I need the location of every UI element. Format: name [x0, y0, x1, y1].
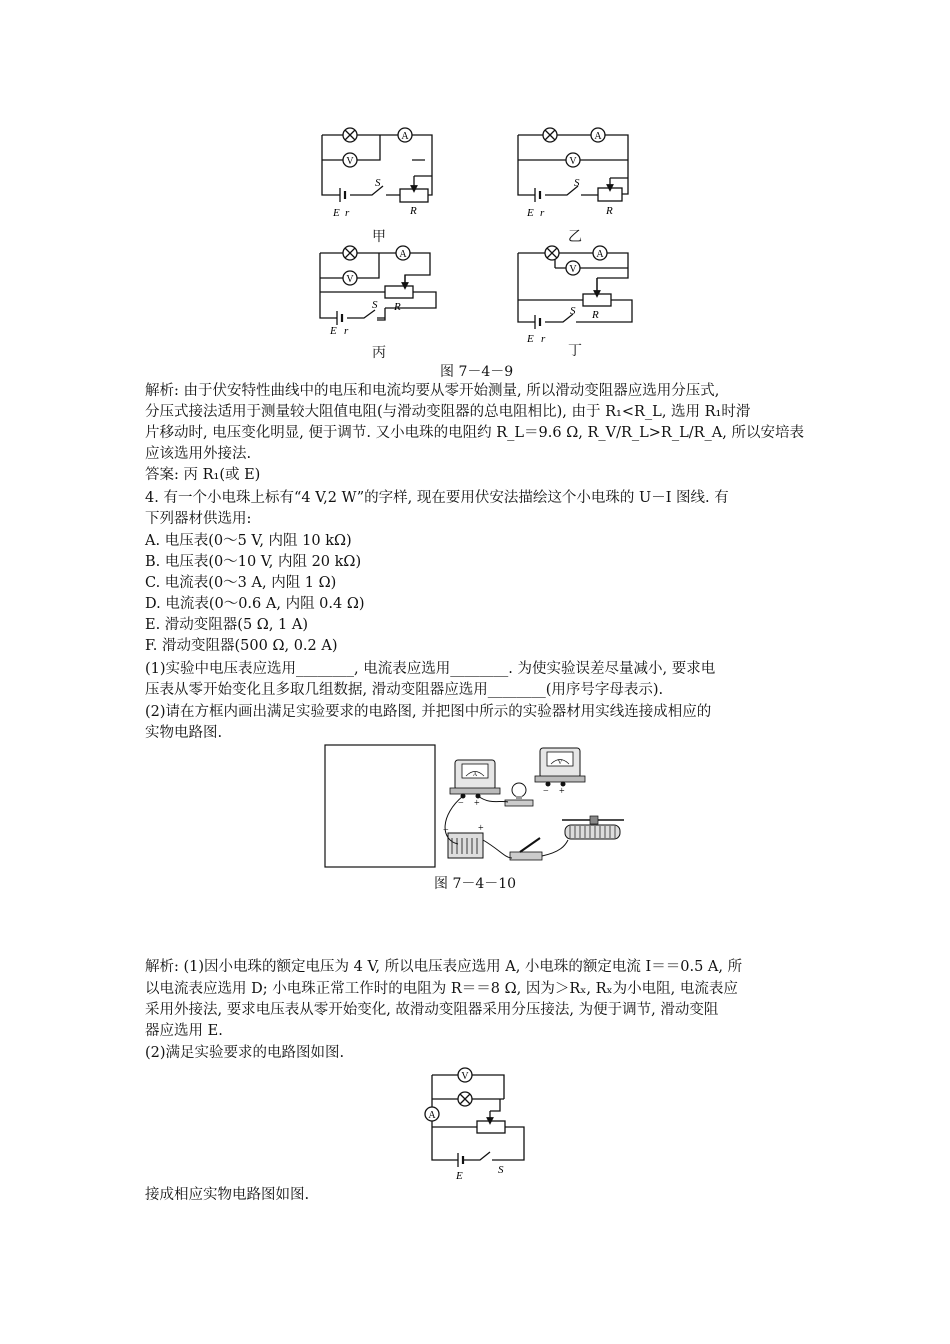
- option-A: A. 电压表(0～5 V, 内阻 10 kΩ): [145, 533, 352, 549]
- analysis1-line-2: 分压式接法适用于测量较大阻值电阻(与滑动变阻器的总电阻相比), 由于 R₁<R_L, 选用 R₁时滑: [145, 404, 751, 420]
- circuit-label-r: r: [540, 207, 545, 219]
- option-D: D. 电流表(0～0.6 A, 内阻 0.4 Ω): [145, 596, 365, 612]
- circuit-label-r: r: [541, 333, 546, 345]
- circuit-label-E: E: [330, 325, 337, 337]
- circuit-ding: [518, 246, 632, 345]
- analysis2-line-2: 以电流表应选用 D; 小电珠正常工作时的电阻为 R＝＝8 Ω, 因为＞Rₓ, Rₓ为小电阻, 电流表应: [145, 981, 738, 997]
- circuit-label-V: V: [461, 1071, 469, 1082]
- answer1: 答案: 丙 R₁(或 E): [145, 467, 261, 483]
- plus-sign: +: [559, 786, 565, 797]
- circuit-label-r: r: [345, 207, 350, 219]
- question4-line-1: 4. 有一个小电珠上标有“4 V,2 W”的字样, 现在要用伏安法描绘这个小电珠的 U－I 图线. 有: [145, 490, 729, 506]
- circuit-label-E: E: [456, 1170, 463, 1182]
- rheostat-device: [562, 816, 624, 839]
- battery-device: [443, 823, 484, 858]
- circuit-yi: [518, 128, 628, 219]
- subquestion-line-3: (2)请在方框内画出满足实验要求的电路图, 并把图中所示的实验器材用实线连接成相应的: [145, 704, 712, 720]
- circuit-label-A: A: [596, 249, 604, 260]
- option-B: B. 电压表(0～10 V, 内阻 20 kΩ): [145, 554, 362, 570]
- circuit-label-R: R: [592, 309, 599, 321]
- circuit-label-S: S: [570, 305, 576, 317]
- circuit-bing: [320, 246, 436, 337]
- label-yi: 乙: [568, 229, 582, 245]
- subquestion-line-4: 实物电路图.: [145, 725, 223, 741]
- subquestion-line-1: (1)实验中电压表应选用________, 电流表应选用________. 为使实验误差尽量减小, 要求电: [145, 661, 716, 677]
- analysis1-line-1: 解析: 由于伏安特性曲线中的电压和电流均要从零开始测量, 所以滑动变阻器应选用分压式,: [145, 383, 720, 399]
- circuit-label-A: A: [401, 131, 409, 142]
- bulb-device: [505, 783, 533, 806]
- circuit-label-S: S: [375, 177, 381, 189]
- answer-circuit: [0, 1065, 950, 1185]
- svg-text:A: A: [472, 772, 478, 778]
- plus-sign: +: [478, 823, 484, 834]
- figure-7-4-10: [0, 740, 950, 880]
- circuit-jia: [322, 128, 432, 219]
- figure-caption-7-4-9: 图 7－4－9: [440, 364, 514, 380]
- svg-text:V: V: [557, 760, 563, 766]
- circuit-label-V: V: [346, 156, 354, 167]
- question4-line-2: 下列器材供选用:: [145, 511, 252, 527]
- circuit-label-V: V: [569, 264, 577, 275]
- voltmeter-device: [535, 748, 585, 797]
- drawing-box: [325, 745, 435, 867]
- minus-sign: −: [543, 786, 549, 797]
- figure-7-4-9: [0, 0, 950, 360]
- circuit-label-V: V: [346, 274, 354, 285]
- circuit-label-R: R: [394, 301, 401, 313]
- circuit-label-R: R: [410, 205, 417, 217]
- analysis2-line-4: 器应选用 E.: [145, 1023, 223, 1039]
- circuit-label-S: S: [372, 299, 378, 311]
- circuit-label-V: V: [569, 156, 577, 167]
- option-F: F. 滑动变阻器(500 Ω, 0.2 A): [145, 638, 338, 654]
- circuit-label-A: A: [399, 249, 407, 260]
- plus-sign: +: [474, 798, 480, 809]
- circuit-label-S: S: [574, 177, 580, 189]
- circuit-label-S: S: [498, 1164, 504, 1176]
- option-C: C. 电流表(0～3 A, 内阻 1 Ω): [145, 575, 337, 591]
- circuit-label-E: E: [333, 207, 340, 219]
- label-ding: 丁: [568, 343, 582, 359]
- circuit-label-A: A: [428, 1110, 436, 1121]
- circuit-label-E: E: [527, 207, 534, 219]
- circuit-label-R: R: [606, 205, 613, 217]
- analysis1-line-3: 片移动时, 电压变化明显, 便于调节. 又小电珠的电阻约 R_L＝9.6 Ω, R_V/R_L>R_L/R_A, 所以安培表: [145, 425, 804, 441]
- circuit-label-A: A: [594, 131, 602, 142]
- figure-caption-7-4-10: 图 7－4－10: [434, 876, 517, 892]
- analysis1-line-4: 应该选用外接法.: [145, 446, 252, 462]
- minus-sign: −: [443, 825, 449, 836]
- circuit-label-r: r: [344, 325, 349, 337]
- minus-sign: −: [458, 798, 464, 809]
- switch-device: [510, 838, 542, 860]
- option-E: E. 滑动变阻器(5 Ω, 1 A): [145, 617, 308, 633]
- analysis2-line-1: 解析: (1)因小电珠的额定电压为 4 V, 所以电压表应选用 A, 小电珠的额定电流 I＝＝0.5 A, 所: [145, 959, 743, 975]
- label-jia: 甲: [372, 229, 386, 245]
- analysis2-line-5: (2)满足实验要求的电路图如图.: [145, 1045, 345, 1061]
- final-line: 接成相应实物电路图如图.: [145, 1187, 310, 1203]
- subquestion-line-2: 压表从零开始变化且多取几组数据, 滑动变阻器应选用________(用序号字母表示).: [145, 682, 664, 698]
- label-bing: 丙: [372, 345, 386, 361]
- analysis2-line-3: 采用外接法, 要求电压表从零开始变化, 故滑动变阻器采用分压接法, 为便于调节, 滑动变阻: [145, 1002, 719, 1018]
- circuit-label-E: E: [527, 333, 534, 345]
